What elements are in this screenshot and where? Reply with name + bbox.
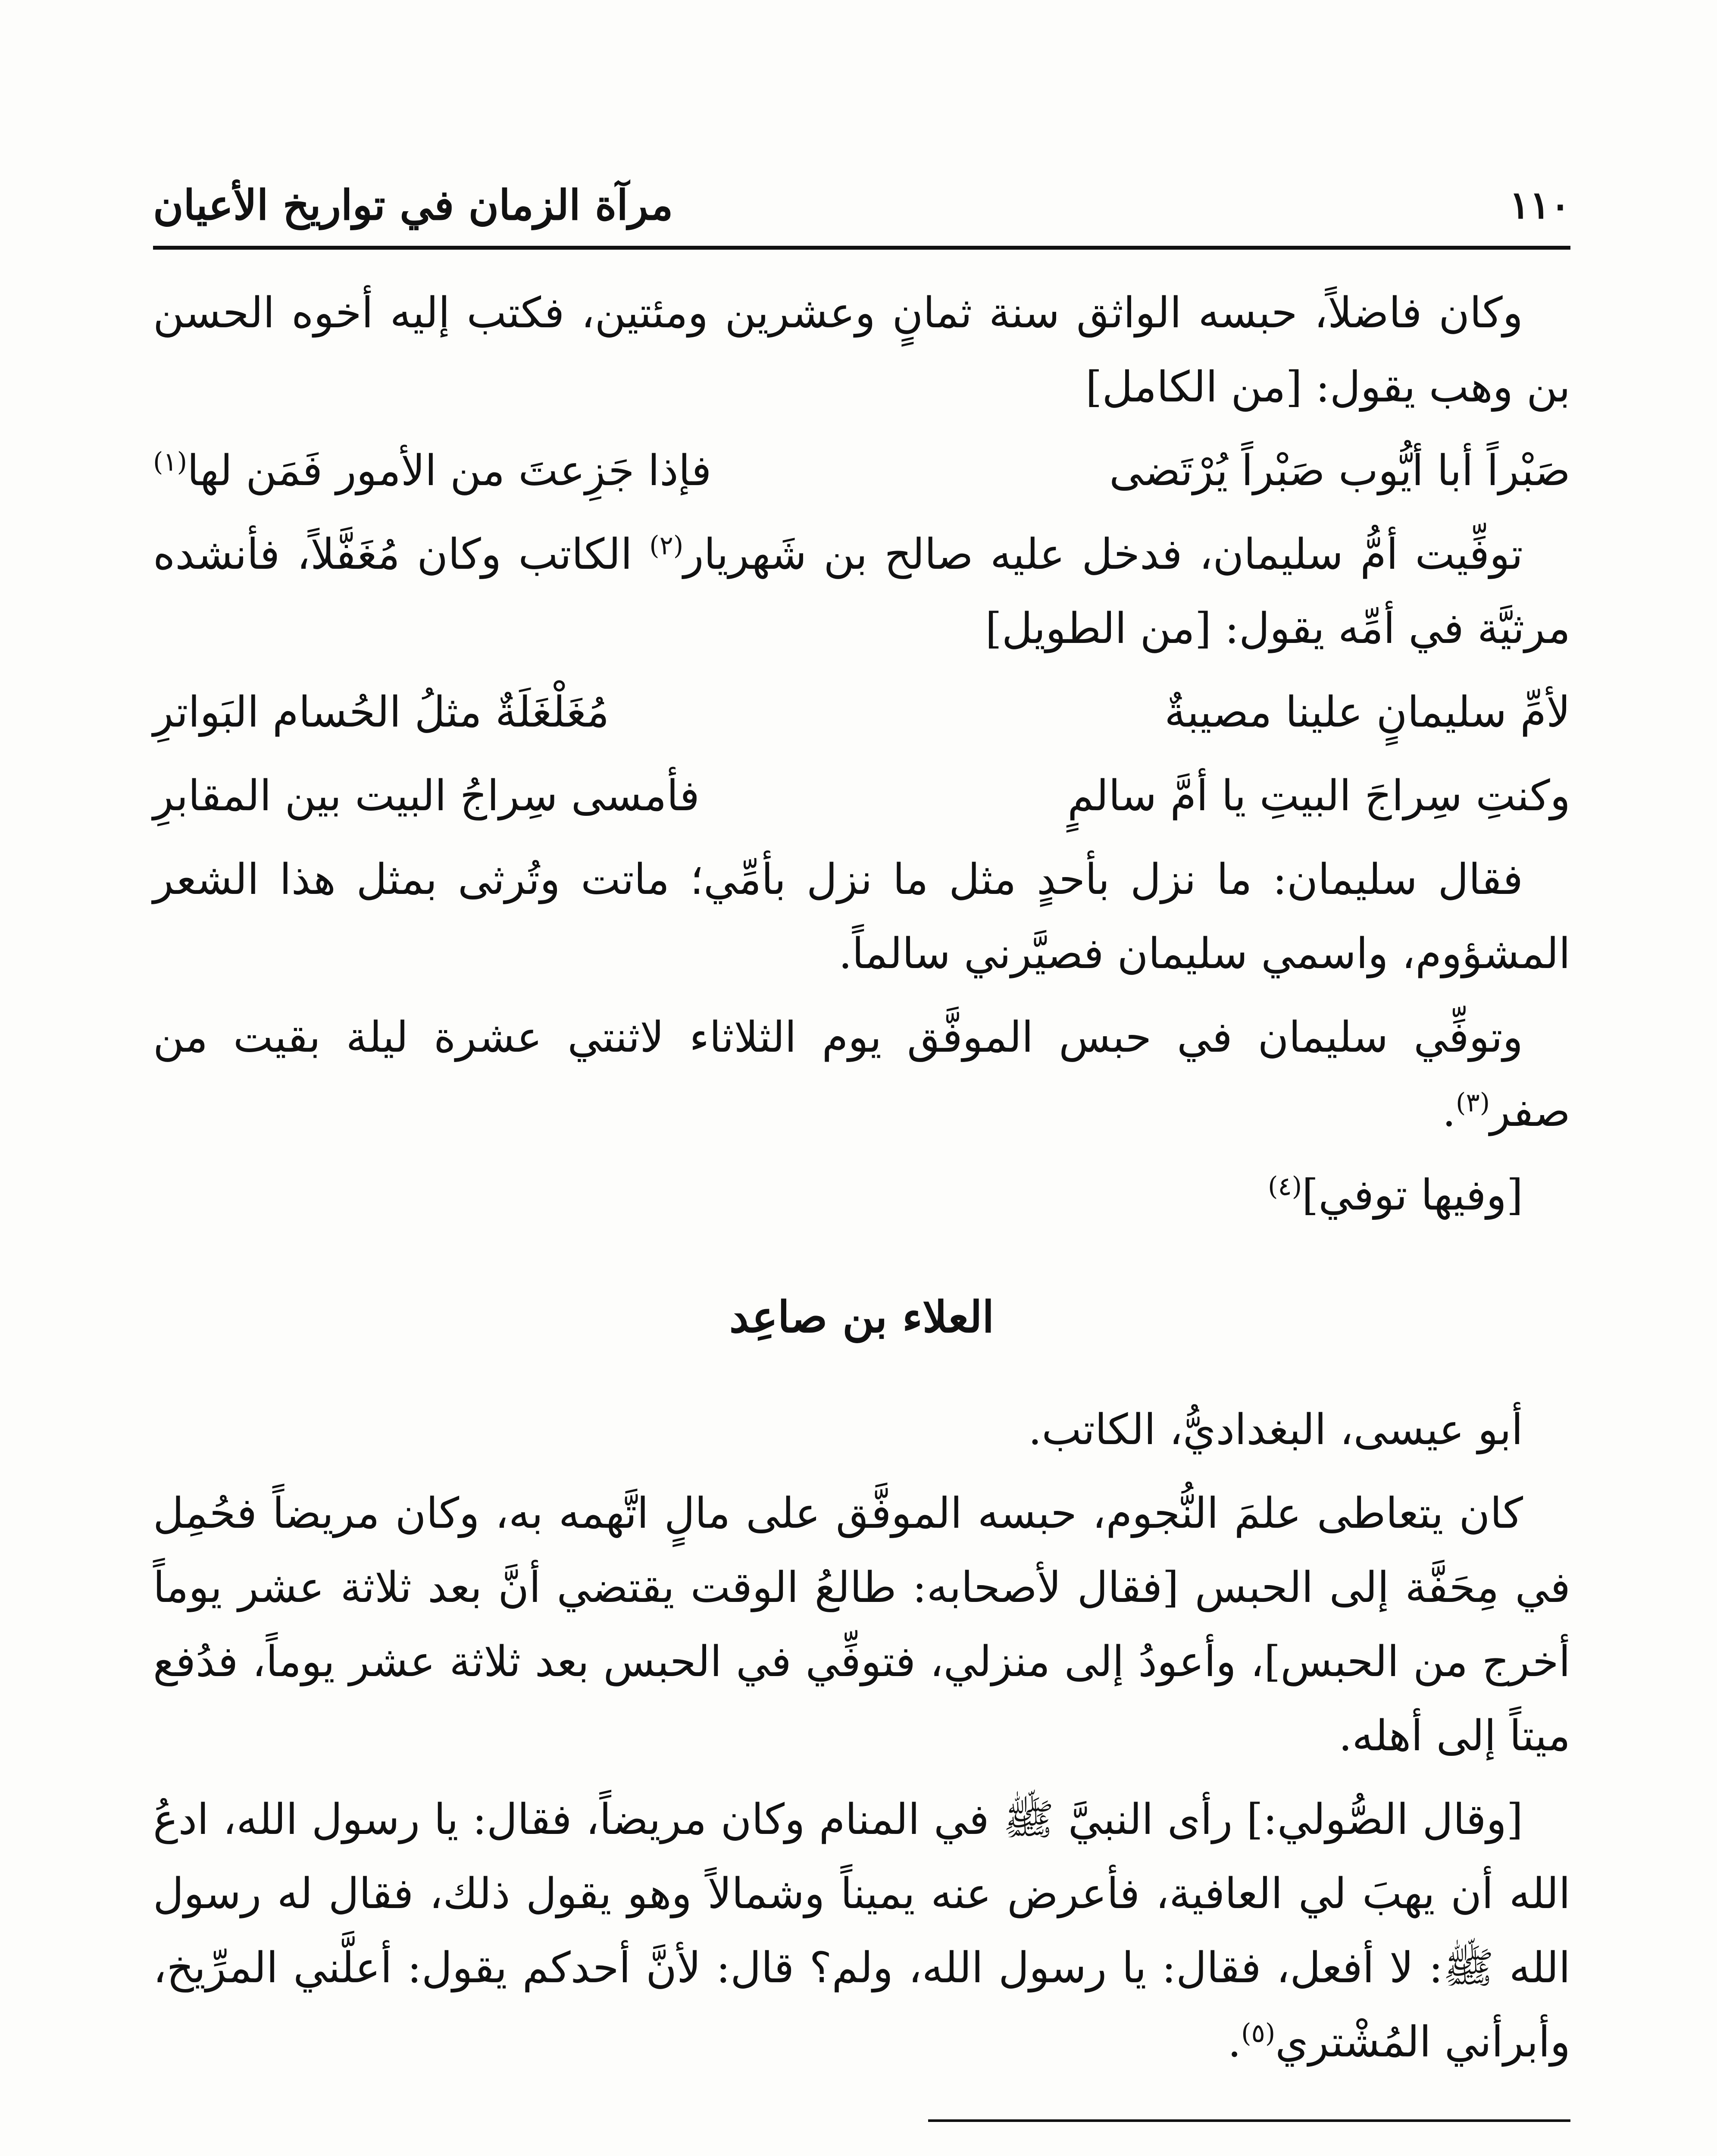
verse-3-first-hemistich: وكنتِ سِراجَ البيتِ يا أمَّ سالمٍ (1067, 771, 1570, 821)
paragraph-5-text: [وفيها توفي] (1302, 1171, 1523, 1220)
paragraph-8-text: [وقال الصُّولي:] رأى النبيَّ ﷺ في المنام وكان مريضاً، فقال: يا رسول الله، ادعُ الله أن يهبَ لي العافية، فأعرض عنه يميناً وشمالاً وهو يقول ذلك، فقال له رسول الله ﷺ: لا أفعل، فقال: يا رسول الله، ولم؟ قال: لأنَّ أحدكم يقول: أعلَّني المرِّيخ، وأبرأني المُشْتري (153, 1795, 1570, 2067)
footnote-ref-5[interactable]: (٥) (1241, 2018, 1276, 2049)
paragraph-7: كان يتعاطى علمَ النُّجوم، حبسه الموفَّق على مالٍ اتَّهمه به، وكان مريضاً فحُمِل في مِحَفَّة إلى الحبس [فقال لأصحابه: طالعُ الوقت يقتضي أنَّ بعد ثلاثة عشر يوماً أخرج من الحبس]، وأعودُ إلى منزلي، فتوفِّي في الحبس بعد ثلاثة عشر يوماً، فدُفع ميتاً إلى أهله. (153, 1489, 1570, 1761)
footnote-rule (928, 2119, 1570, 2122)
verse-2-second-hemistich: مُغَلْغَلَةٌ مثلُ الحُسام البَواترِ (153, 688, 610, 737)
verse-1-second-text: فإذا جَزِعتَ من الأمور فَمَن لها (187, 446, 712, 495)
paragraph-4-text: وتوفِّي سليمان في حبس الموفَّق يوم الثلاثاء لاثنتي عشرة ليلة بقيت من صفر (153, 1013, 1570, 1136)
verse-3 (153, 759, 1570, 833)
footnote-ref-3[interactable]: (٣) (1456, 1087, 1490, 1118)
paragraph-8-end: . (1228, 2018, 1242, 2067)
paragraph-2-a: توفِّيت أمُّ سليمان، فدخل عليه صالح بن شَهريار (683, 530, 1523, 579)
footnote-1 (153, 2147, 1570, 2156)
main-text (153, 276, 1570, 2089)
verse-2-first-hemistich: لأمِّ سليمانٍ علينا مصيبةٌ (1164, 688, 1570, 737)
verse-1-second-hemistich (153, 434, 711, 508)
footnote-number (1510, 2147, 1570, 2156)
paragraph-3: فقال سليمان: ما نزل بأحدٍ مثل ما نزل بأمِّي؛ ماتت وتُرثى بمثل هذا الشعر المشؤوم، واسمي سليمان فصيَّرني سالماً. (153, 855, 1570, 978)
verse-1 (153, 434, 1570, 508)
footnote-ref-1[interactable]: (١) (153, 447, 188, 477)
verse-3-second-hemistich: فأمسى سِراجُ البيت بين المقابرِ (153, 771, 700, 821)
page-number: ١١٠ (1509, 182, 1570, 227)
footnote-ref-4[interactable]: (٤) (1268, 1171, 1302, 1202)
paragraph-8 (153, 1783, 1570, 2079)
paragraph-2 (153, 517, 1570, 666)
section-title: العلاء بن صاعِد (729, 1291, 995, 1342)
verse-2 (153, 675, 1570, 749)
paragraph-6: أبو عيسى، البغداديُّ، الكاتب. (1028, 1405, 1523, 1454)
footnotes (153, 2147, 1570, 2156)
running-title: مرآة الزمان في تواريخ الأعيان (153, 180, 673, 229)
verse-1-first-hemistich: صَبْراً أبا أيُّوب صَبْراً يُرْتَضى (1109, 446, 1570, 495)
paragraph-4: وتوفِّي سليمان في حبس الموفَّق يوم الثلاثاء لاثنتي عشرة ليلة بقيت من صفر$^{(٣)}$. (153, 1013, 1570, 1136)
paragraph-1: وكان فاضلاً، حبسه الواثق سنة ثمانٍ وعشرين ومئتين، فكتب إليه أخوه الحسن بن وهب يقول: [من الكامل] (153, 288, 1570, 412)
paragraph-2-b: الكاتب وكان مُغَفَّلاً، فأنشده مرثيَّة في أمِّه يقول: [من الطويل] (153, 530, 1570, 653)
footnote-ref-2[interactable]: (٢) (649, 530, 684, 561)
running-header (153, 170, 1570, 239)
paragraph-5 (153, 1158, 1570, 1232)
header-rule (153, 246, 1570, 250)
